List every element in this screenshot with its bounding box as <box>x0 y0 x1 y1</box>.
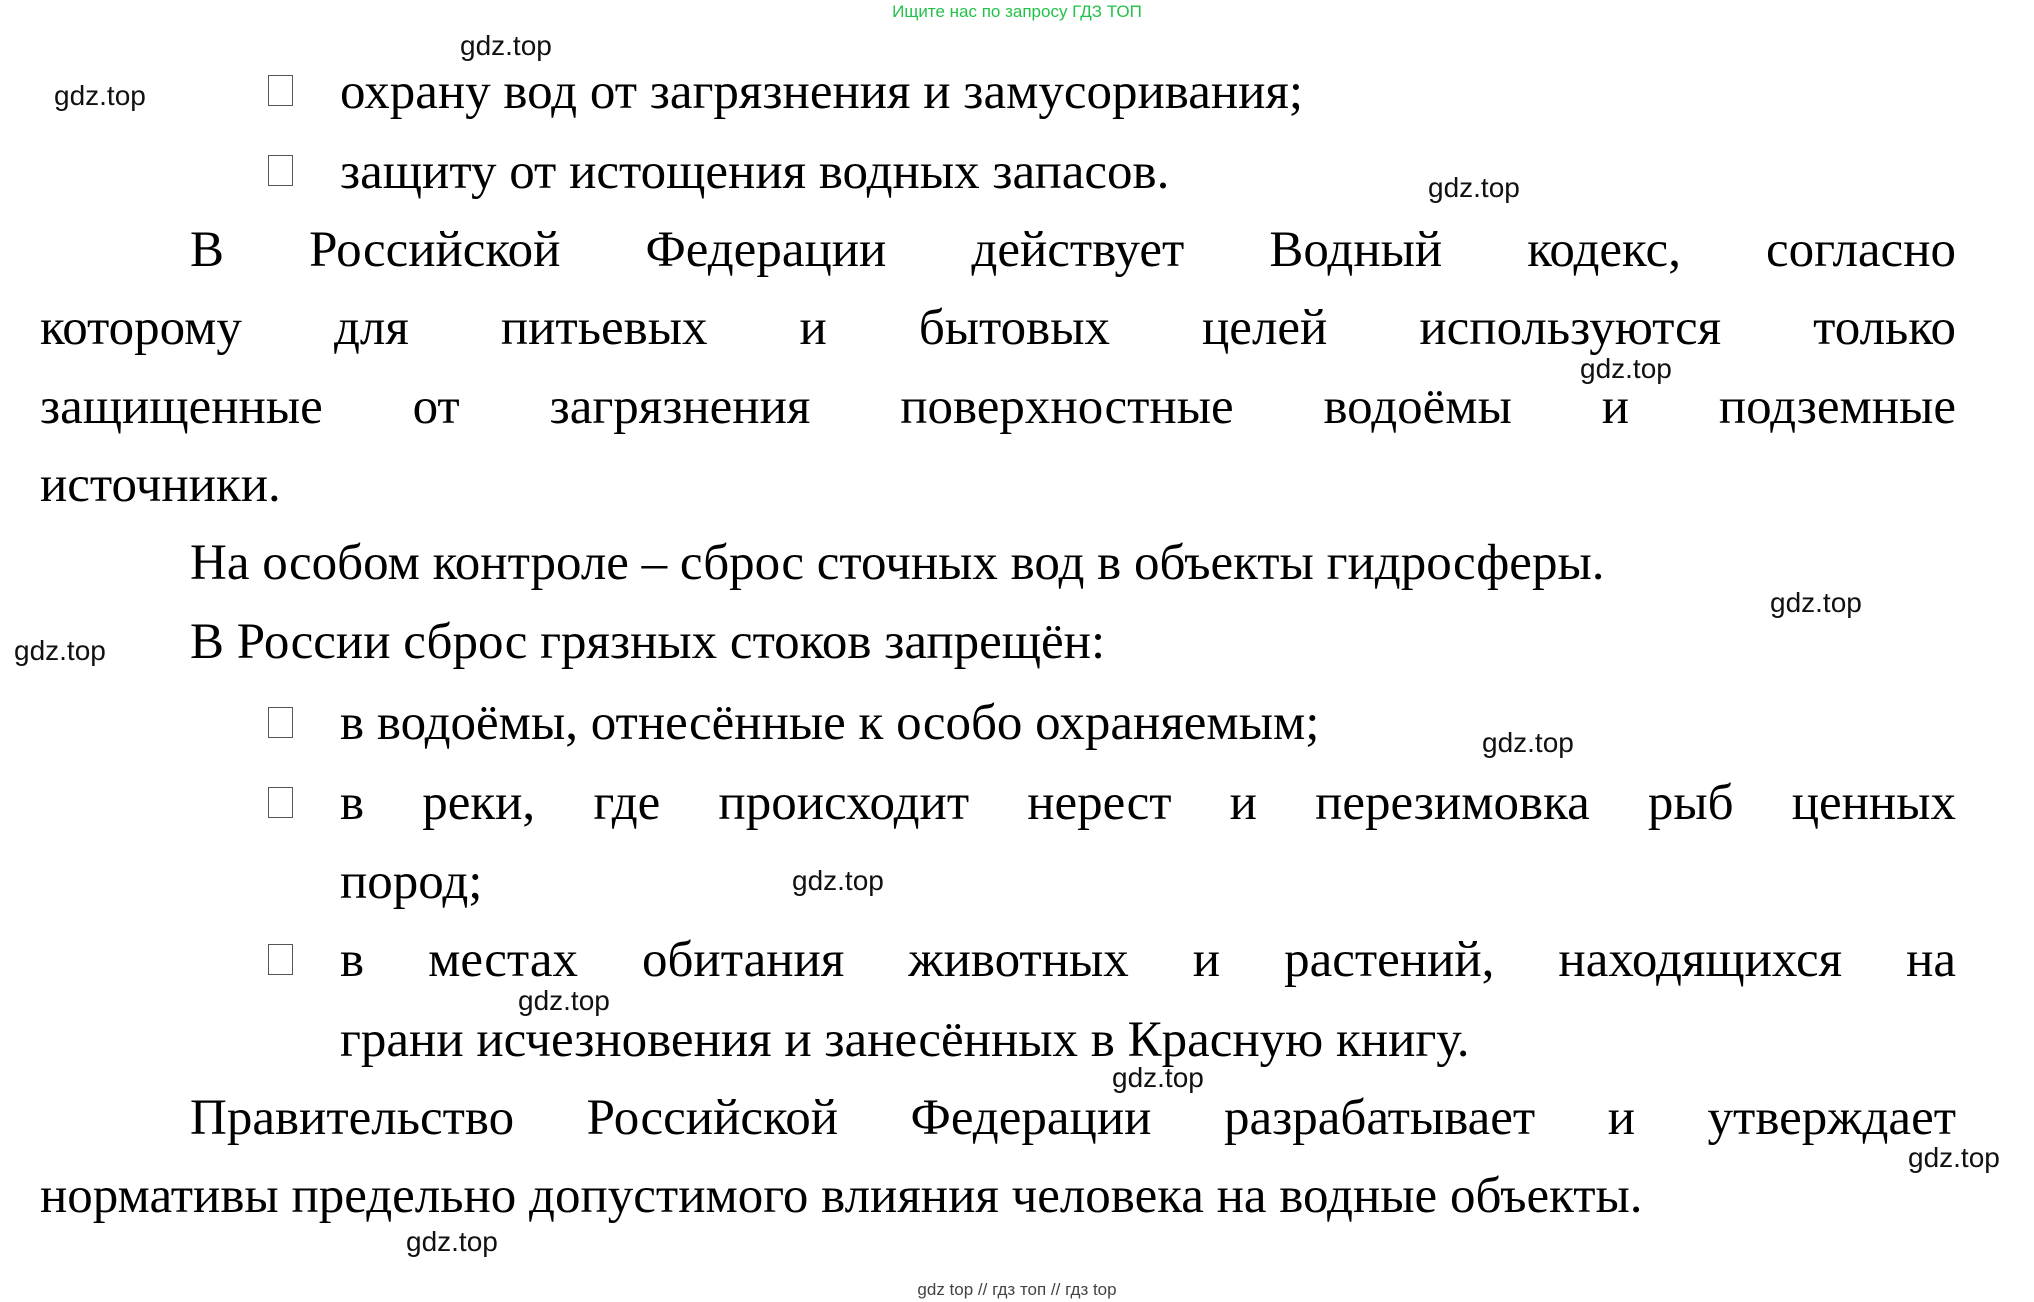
watermark: gdz.top <box>406 1226 498 1257</box>
bullet-item-spawning-rivers-line2: пород; <box>340 854 483 910</box>
watermark: gdz.top <box>54 80 146 111</box>
bullet-item-depletion-protection: защиту от истощения водных запасов. <box>340 144 1170 200</box>
checkbox-bullet-icon <box>268 707 293 738</box>
bullet-item-protected-waters: в водоёмы, отнесённые к особо охраняемым; <box>340 695 1320 751</box>
checkbox-bullet-icon <box>268 944 293 975</box>
paragraph-discharge-forbidden: В России сброс грязных стоков запрещён: <box>190 614 1106 670</box>
watermark: gdz.top <box>1908 1142 2000 1173</box>
watermark: gdz.top <box>460 30 552 61</box>
paragraph-water-code-line2: которому для питьевых и бытовых целей используются только <box>40 300 1956 356</box>
checkbox-bullet-icon <box>268 787 293 818</box>
paragraph-water-code-line3: защищенные от загрязнения поверхностные водоёмы и подземные <box>40 379 1956 435</box>
bullet-item-spawning-rivers-line1: в реки, где происходит нерест и перезимовка рыб ценных <box>340 775 1956 831</box>
watermark: gdz.top <box>1770 587 1862 618</box>
paragraph-government-line1: Правительство Российской Федерации разрабатывает и утверждает <box>190 1090 1956 1146</box>
top-banner[interactable]: Ищите нас по запросу ГДЗ ТОП <box>892 2 1142 21</box>
checkbox-bullet-icon <box>268 75 293 106</box>
paragraph-water-code-line1: В Российской Федерации действует Водный кодекс, согласно <box>190 222 1956 278</box>
watermark: gdz.top <box>1112 1062 1204 1093</box>
footer-text: gdz top // гдз топ // гдз top <box>917 1280 1117 1299</box>
paragraph-special-control: На особом контроле – сброс сточных вод в объекты гидросферы. <box>190 535 1605 591</box>
paragraph-water-code-line4: источники. <box>40 457 281 513</box>
watermark: gdz.top <box>792 865 884 896</box>
paragraph-government-line2: нормативы предельно допустимого влияния человека на водные объекты. <box>40 1168 1643 1224</box>
bullet-item-habitats-line1: в местах обитания животных и растений, находящихся на <box>340 932 1956 988</box>
watermark: gdz.top <box>14 635 106 666</box>
watermark: gdz.top <box>1482 727 1574 758</box>
bullet-item-habitats-line2: грани исчезновения и занесённых в Красную книгу. <box>340 1012 1470 1068</box>
watermark: gdz.top <box>518 985 610 1016</box>
checkbox-bullet-icon <box>268 155 293 186</box>
watermark: gdz.top <box>1580 353 1672 384</box>
bullet-item-water-protection: охрану вод от загрязнения и замусоривания; <box>340 64 1304 120</box>
watermark: gdz.top <box>1428 172 1520 203</box>
